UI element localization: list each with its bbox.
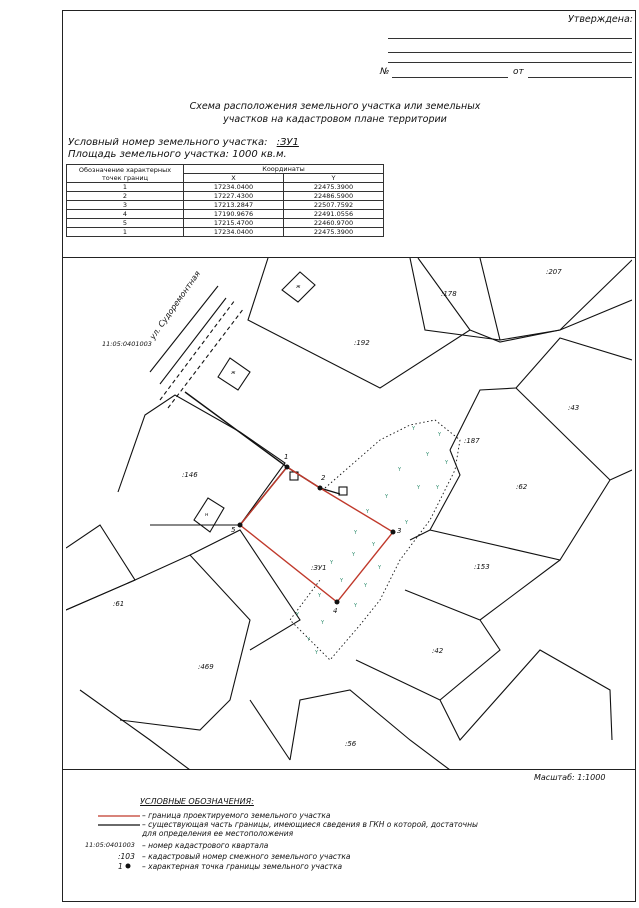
tree-icon: Y bbox=[354, 530, 358, 536]
tree-icon: Y bbox=[366, 509, 370, 515]
parcel-62-boundary bbox=[430, 450, 610, 560]
tree-icon: Y bbox=[405, 520, 409, 526]
table-cell: 22491.0556 bbox=[284, 210, 384, 219]
point-2-label: 2 bbox=[321, 474, 326, 482]
tree-icon: Y bbox=[417, 485, 421, 491]
parcel-146-boundary bbox=[118, 395, 285, 525]
parcel-label-469: :469 bbox=[198, 663, 214, 671]
table-cell: 22486.5900 bbox=[284, 192, 384, 201]
point-1-label: 1 bbox=[284, 453, 289, 461]
point-3-marker bbox=[391, 530, 396, 535]
building-2-mark: ж bbox=[231, 370, 236, 376]
map-scale: Масштаб: 1:1000 bbox=[534, 773, 606, 782]
tree-icon: Y bbox=[364, 583, 368, 589]
parcel-label-146: :146 bbox=[182, 471, 198, 479]
tree-icon: Y bbox=[385, 494, 389, 500]
parcel-153-boundary bbox=[410, 530, 430, 540]
parcel-label-56: :56 bbox=[345, 740, 357, 748]
tree-icon: Y bbox=[426, 452, 430, 458]
tree-icon: Y bbox=[321, 620, 325, 626]
parcel-192-right bbox=[470, 300, 632, 342]
legend-symbol-point: 1 bbox=[118, 862, 123, 871]
point-5-label: 5 bbox=[231, 526, 236, 534]
legend-symbol-adjacent: :103 bbox=[118, 852, 135, 861]
tree-icon: Y bbox=[352, 552, 356, 558]
table-cell: 2 bbox=[67, 192, 184, 201]
tree-icon: Y bbox=[412, 426, 416, 432]
parcel-56-boundary bbox=[290, 690, 450, 770]
parcel-42-boundary bbox=[356, 620, 500, 700]
building-3-mark: н bbox=[205, 512, 209, 518]
tree-icon: Y bbox=[445, 460, 449, 466]
table-cell: 17213.2847 bbox=[184, 201, 284, 210]
table-cell: 17227.4300 bbox=[184, 192, 284, 201]
point-3-label: 3 bbox=[397, 527, 402, 535]
table-cell: 22475.3900 bbox=[284, 228, 384, 237]
tree-icon: Y bbox=[398, 467, 402, 473]
legend-item-quarter: – номер кадастрового квартала bbox=[142, 841, 269, 850]
parcel-area-label: Площадь земельного участка: bbox=[68, 149, 230, 160]
table-cell: 17234.0400 bbox=[184, 183, 284, 192]
point-1-marker bbox=[285, 465, 290, 470]
parcel-label-42: :42 bbox=[432, 647, 444, 655]
table-cell: 22507.7592 bbox=[284, 201, 384, 210]
legend-item-existing-boundary-cont: для определения ее местоположения bbox=[142, 829, 294, 838]
table-cell: 1 bbox=[67, 183, 184, 192]
parcel-label-new: :ЗУ1 bbox=[311, 564, 327, 572]
point-4-label: 4 bbox=[333, 607, 338, 615]
parcel-number-value: :ЗУ1 bbox=[276, 137, 299, 148]
parcel-42-lower bbox=[440, 650, 612, 740]
parcel-number-label: Условный номер земельного участка: bbox=[68, 137, 268, 148]
table-cell: 22460.9700 bbox=[284, 219, 384, 228]
legend-item-point: – характерная точка границы земельного участка bbox=[142, 862, 343, 871]
parcel-61-boundary bbox=[66, 525, 135, 610]
table-cell: 17234.0400 bbox=[184, 228, 284, 237]
tree-icon: Y bbox=[354, 603, 358, 609]
table-cell: 5 bbox=[67, 219, 184, 228]
tree-icon: Y bbox=[372, 542, 376, 548]
tree-icon: Y bbox=[318, 593, 322, 599]
col-points-header: Обозначение характерных точек границ bbox=[67, 165, 184, 183]
tree-icon: Y bbox=[296, 612, 300, 618]
point-5-marker bbox=[238, 523, 243, 528]
tree-icon: Y bbox=[438, 432, 442, 438]
table-cell: 1 bbox=[67, 228, 184, 237]
quarter-number-label: 11:05:0401003 bbox=[102, 340, 152, 348]
point-4-marker bbox=[335, 600, 340, 605]
approval-label: Утверждена: bbox=[568, 14, 634, 25]
parcel-43-boundary bbox=[516, 338, 632, 388]
existing-boundary-fence bbox=[185, 392, 340, 494]
parcel-178-boundary bbox=[410, 258, 500, 340]
tree-icon: Y bbox=[378, 565, 382, 571]
col-x-header: X bbox=[184, 174, 284, 183]
proposed-parcel-boundary bbox=[240, 467, 393, 602]
legend-item-existing-boundary: – существующая часть границы, имеющиеся сведения в ГКН о которой, достаточны bbox=[142, 820, 478, 829]
legend-title: УСЛОВНЫЕ ОБОЗНАЧЕНИЯ: bbox=[140, 797, 254, 806]
col-y-header: Y bbox=[284, 174, 384, 183]
parcel-192-boundary bbox=[248, 258, 470, 388]
tree-icon: Y bbox=[340, 578, 344, 584]
legend-item-adjacent: – кадастровый номер смежного земельного участка bbox=[142, 852, 351, 861]
approval-from-label: от bbox=[513, 67, 524, 77]
table-cell: 4 bbox=[67, 210, 184, 219]
parcel-label-207: :207 bbox=[546, 268, 562, 276]
point-2-marker bbox=[318, 486, 323, 491]
parcel-label-62: :62 bbox=[516, 483, 528, 491]
parcel-label-43: :43 bbox=[568, 404, 580, 412]
street-name-label: ул. Судоремонтная bbox=[148, 269, 203, 342]
table-cell: 17215.4700 bbox=[184, 219, 284, 228]
parcel-469-right bbox=[190, 530, 300, 650]
col-coords-header: Координаты bbox=[184, 165, 384, 174]
title-line-2: участков на кадастровом плане территории bbox=[223, 114, 447, 125]
tree-icon: Y bbox=[315, 650, 319, 656]
parcel-label-178: :178 bbox=[441, 290, 457, 298]
dotted-area bbox=[290, 420, 460, 660]
parcel-label-153: :153 bbox=[474, 563, 490, 571]
parcel-area-value: 1000 кв.м. bbox=[232, 149, 287, 160]
legend-item-proposed-boundary: – граница проектируемого земельного участка bbox=[142, 811, 331, 820]
lower-mid bbox=[250, 700, 290, 760]
table-cell: 22475.3900 bbox=[284, 183, 384, 192]
table-cell: 3 bbox=[67, 201, 184, 210]
title-line-1: Схема расположения земельного участка или земельных bbox=[189, 101, 481, 112]
table-cell: 17190.9676 bbox=[184, 210, 284, 219]
tree-icon: Y bbox=[330, 560, 334, 566]
parcel-469-boundary bbox=[66, 555, 250, 730]
parcel-label-192: :192 bbox=[354, 339, 370, 347]
parcel-43-right bbox=[516, 388, 632, 480]
parcel-label-61: :61 bbox=[113, 600, 125, 608]
approval-number-label: № bbox=[380, 67, 390, 77]
building-3 bbox=[194, 498, 224, 532]
lower-left-street bbox=[80, 690, 190, 770]
legend-symbol-quarter: 11:05:0401003 bbox=[85, 841, 135, 849]
tree-icon: Y bbox=[307, 637, 311, 643]
building-small-2 bbox=[339, 487, 347, 495]
building-1-mark: ж bbox=[296, 284, 301, 290]
parcel-label-187: :187 bbox=[464, 437, 480, 445]
tree-icon: Y bbox=[436, 485, 440, 491]
